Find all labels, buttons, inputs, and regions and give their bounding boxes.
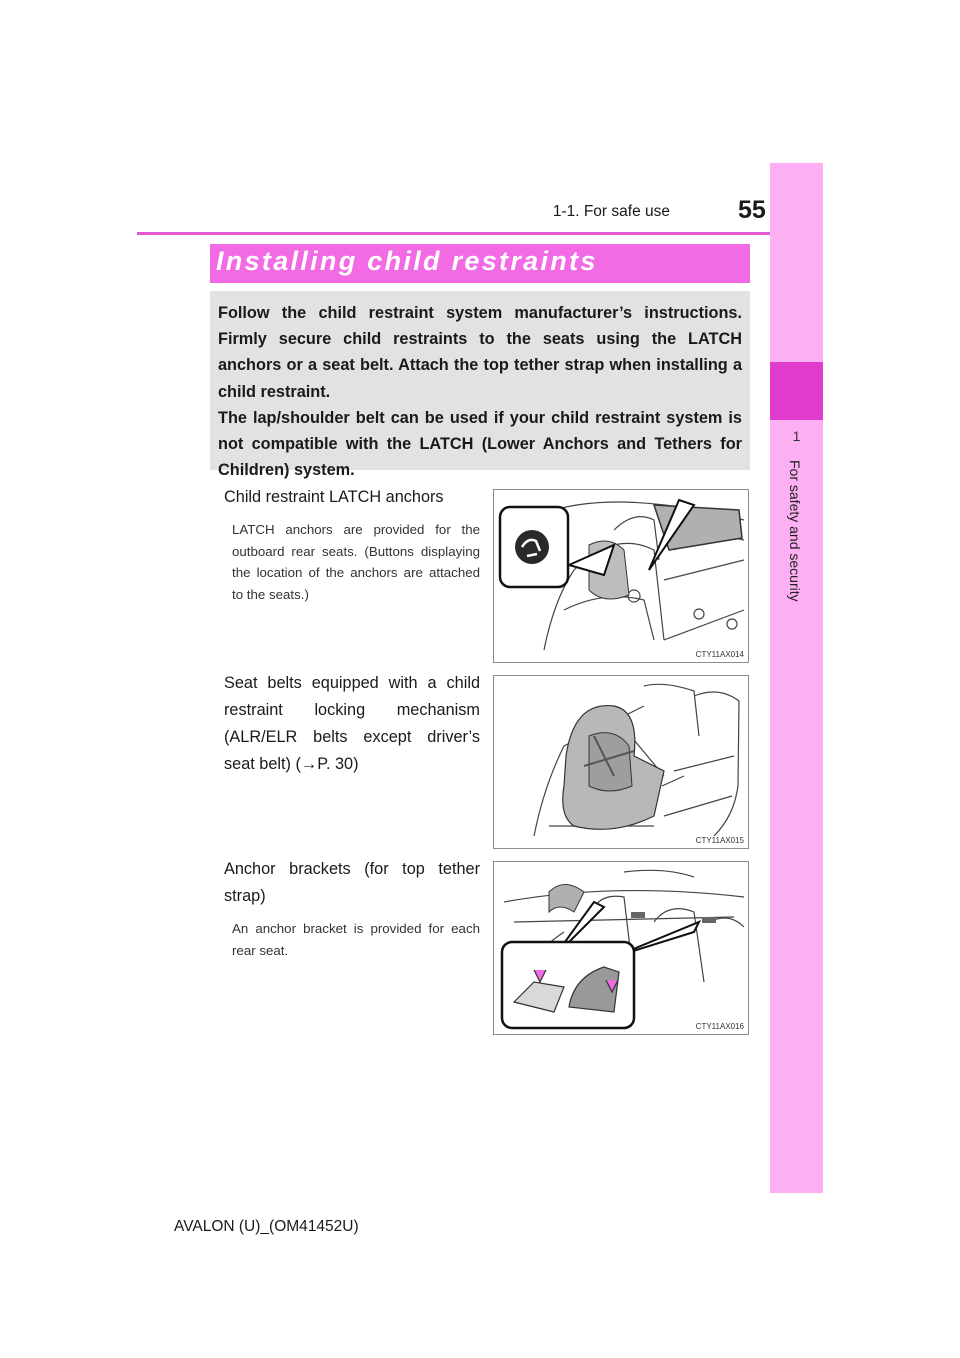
footer-model: AVALON (U)_(OM41452U) xyxy=(174,1218,359,1235)
chapter-title: For safety and security xyxy=(787,460,803,602)
item-description: An anchor bracket is provided for each rear seat. xyxy=(232,921,480,958)
figure-seat-belts xyxy=(493,675,749,849)
side-tab-chapter-marker xyxy=(770,362,823,420)
seat-belt-illustration xyxy=(494,676,748,848)
page-title: Installing child restraints xyxy=(216,246,598,276)
item-heading: Seat belts equipped with a child restraint locking mechanism (ALR/ELR belts except driver’s seat belt) (→P. 30) xyxy=(224,674,480,773)
section-label: 1-1. For safe use xyxy=(552,203,670,220)
chapter-number: 1 xyxy=(792,428,801,444)
intro-paragraph: Follow the child restraint system manufacturer’s instructions. Firmly secure child restraints to the seats using the LATCH anchors or a seat belt. Attach the top tether strap when installing a child restraint. xyxy=(218,304,742,401)
item-description: LATCH anchors are provided for the outboard rear seats. (Buttons displaying the location of the anchors are attached to the seats.) xyxy=(232,522,480,602)
figure-code: CTY11AX016 xyxy=(695,1022,744,1031)
anchor-brackets-illustration xyxy=(494,862,748,1034)
figure-code: CTY11AX015 xyxy=(695,836,744,845)
item-heading: Anchor brackets (for top tether strap) xyxy=(224,860,480,905)
intro-paragraph: The lap/shoulder belt can be used if your child restraint system is not compatible with the LATCH (Lower Anchors and Tethers for Children) system. xyxy=(218,408,742,480)
figure-anchor-brackets xyxy=(493,861,749,1035)
figure-latch-anchors xyxy=(493,489,749,663)
intro-box xyxy=(210,291,750,480)
item-anchor-brackets xyxy=(224,856,480,961)
latch-anchors-illustration xyxy=(494,490,748,662)
page-number: 55 xyxy=(738,196,766,224)
item-latch-anchors xyxy=(224,484,480,605)
item-seat-belts xyxy=(224,670,480,778)
item-heading: Child restraint LATCH anchors xyxy=(224,488,444,506)
figure-code: CTY11AX014 xyxy=(695,650,744,659)
header-rule xyxy=(137,232,823,235)
